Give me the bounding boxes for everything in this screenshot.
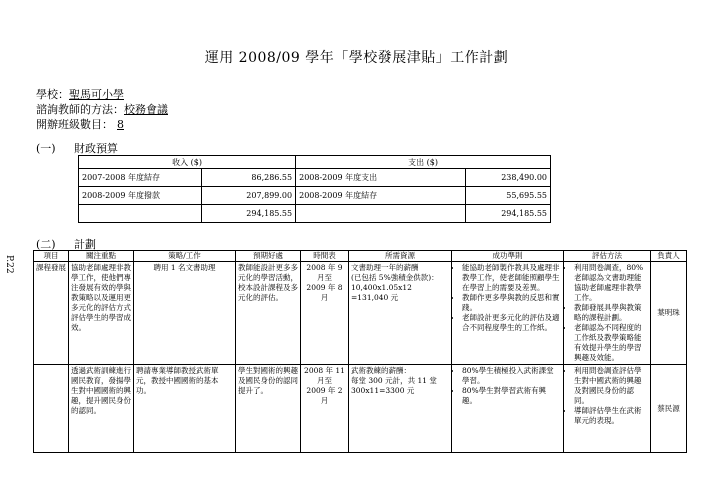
resource-line: 文書助理一年的薪酬 <box>351 263 419 272</box>
expense-label: 2008-2009 年度支出 <box>296 169 466 187</box>
header-benefit: 預期好處 <box>236 251 301 262</box>
evaluation-item: • 教師發展具學與教策略的課程計劃。 <box>574 303 648 323</box>
header-focus: 關注重點 <box>69 251 134 262</box>
person-cell: 蔡民源 <box>651 365 687 453</box>
header-evaluation: 評估方法 <box>564 251 651 262</box>
school-value: 聖馬可小學 <box>69 88 124 101</box>
expense-header: 支出 ($) <box>296 156 551 169</box>
criteria-item: • 老師設計更多元化的評估及適合不同程度學生的工作紙。 <box>462 313 561 333</box>
method-line <box>36 101 168 117</box>
classes-value: 8 <box>117 118 124 131</box>
header-strategy: 策略/工作 <box>134 251 236 262</box>
benefit-cell: 學生對國術的興趣及國民身份的認同提升了。 <box>236 365 301 453</box>
classes-line <box>36 116 128 132</box>
finance-row <box>79 187 551 205</box>
criteria-item: • 80%學生積極投入武術課堂學習。 <box>462 366 561 386</box>
evaluation-cell <box>564 365 651 453</box>
evaluation-item: • 利用問卷調查評估學生對中國武術的興趣及對國民身份的認同。 <box>574 366 648 406</box>
plan-table <box>33 250 687 453</box>
method-label: 諮詢教師的方法： <box>36 103 124 116</box>
header-criteria: 成功準則 <box>452 251 564 262</box>
plan-row <box>34 365 687 453</box>
plan-number: (二) <box>36 238 56 251</box>
page-number: P.22 <box>4 255 14 274</box>
criteria-item: • 教師作更多學與教的反思和實踐。 <box>462 293 561 313</box>
income-header: 收入 ($) <box>79 156 296 169</box>
criteria-cell <box>452 262 564 365</box>
time-end: 2009 年 8 月 <box>306 283 343 302</box>
classes-label: 開辦班級數目： <box>36 118 113 131</box>
finance-table <box>78 155 551 223</box>
header-person: 負責人 <box>651 251 687 262</box>
school-label: 學校： <box>36 88 69 101</box>
header-time: 時間表 <box>301 251 349 262</box>
benefit-cell: 教師能設計更多多元化的學習活動，校本設計課程及多元化的評估。 <box>236 262 301 365</box>
criteria-item: • 80%學生對學習武術有興趣。 <box>462 386 561 406</box>
evaluation-item: • 導師評估學生在武術單元的表現。 <box>574 406 648 426</box>
resource-line: =131,040 元 <box>351 293 399 302</box>
finance-heading <box>36 140 118 156</box>
resource-line: 每堂 300 元計，共 11 堂 <box>351 376 437 385</box>
income-total-spacer <box>79 205 202 223</box>
expense-value: 55,695.55 <box>466 187 551 205</box>
expense-label: 2008-2009 年度結存 <box>296 187 466 205</box>
header-resource: 所需資源 <box>349 251 452 262</box>
criteria-item: • 能協助老師製作教具及處理非教學工作，使老師能照顧學生在學習上的需要及差異。 <box>462 263 561 293</box>
method-value: 校務會議 <box>124 103 168 116</box>
evaluation-item: • 利用問卷調查，80%老師認為文書助理能協助老師處理非教學工作。 <box>574 263 648 303</box>
income-label: 2008-2009 年度撥款 <box>79 187 202 205</box>
resource-cell <box>349 262 452 365</box>
finance-title: 財政預算 <box>74 142 118 155</box>
page-title: 運用 2008/09 學年「學校發展津貼」工作計劃 <box>204 50 509 66</box>
finance-total-row <box>79 205 551 223</box>
header-item: 項目 <box>34 251 69 262</box>
school-line <box>36 86 124 102</box>
finance-number: (一) <box>36 142 56 155</box>
resource-line: (已包括 5%強積金供款)： <box>351 273 439 282</box>
focus-cell: 協助老師處理非教學工作，使他們專注發展有效的學與教策略以及運用更多元化的評估方式評估學生的學習成效。 <box>69 262 134 365</box>
criteria-cell <box>452 365 564 453</box>
time-cell <box>301 365 349 453</box>
resource-line: 武術教練的薪酬： <box>351 366 411 375</box>
strategy-cell: 聘請專業導師教授武術單元，教授中國國術的基本功。 <box>134 365 236 453</box>
plan-header-row <box>34 251 687 262</box>
plan-row <box>34 262 687 365</box>
time-start: 2008 年 11 月至 <box>304 366 345 385</box>
item-cell: 課程發展 <box>34 262 69 365</box>
finance-header-row <box>79 156 551 169</box>
finance-row <box>79 169 551 187</box>
expense-value: 238,490.00 <box>466 169 551 187</box>
time-cell <box>301 262 349 365</box>
time-start: 2008 年 9 月至 <box>306 263 343 282</box>
income-value: 86,286.55 <box>201 169 295 187</box>
plan-title: 計劃 <box>74 238 96 251</box>
income-total: 294,185.55 <box>201 205 295 223</box>
evaluation-item: • 老師認為不同程度的工作紙及教學策略能有效提升學生的學習興趣及效能。 <box>574 323 648 363</box>
person-cell: 葉明珠 <box>651 262 687 365</box>
strategy-cell: 聘用 1 名文書助理 <box>134 262 236 365</box>
resource-line: 10,400x1.05x12 <box>351 283 412 292</box>
expense-total: 294,185.55 <box>466 205 551 223</box>
time-end: 2009 年 2 月 <box>306 386 343 405</box>
item-cell <box>34 365 69 453</box>
resource-cell <box>349 365 452 453</box>
income-label: 2007-2008 年度結存 <box>79 169 202 187</box>
expense-total-spacer <box>296 205 466 223</box>
evaluation-cell <box>564 262 651 365</box>
income-value: 207,899.00 <box>201 187 295 205</box>
focus-cell: 透過武術訓練進行國民教育，發揚學生對中國國術的興趣，提升國民身份的認同。 <box>69 365 134 453</box>
resource-line: 300x11=3300 元 <box>351 386 415 395</box>
